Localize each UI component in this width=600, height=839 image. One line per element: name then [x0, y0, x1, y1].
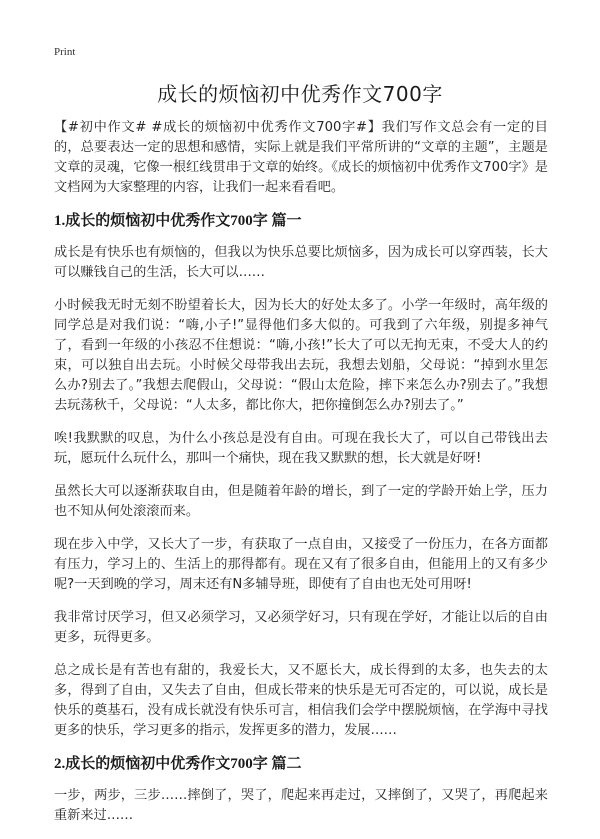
document-title: 成长的烦恼初中优秀作文700字 [157, 82, 443, 106]
document-body [54, 118, 548, 839]
print-label: Print [54, 46, 76, 58]
paragraph: 我非常讨厌学习，但又必须学习，又必须学好习，只有现在学好，才能让以后的自由更多，玩得更多。 [54, 610, 548, 645]
paragraph: 总之成长是有苦也有甜的，我爱长大，又不愿长大，成长得到的太多，也失去的太多，得到了自由，又失去了自由，但成长带来的快乐是无可否定的，可以说，成长是快乐的奠基石，没有成长就没有快乐可言，相信我们会学中摆脱烦恼，在学海中寻找更多的快乐，学习更多的指示，发挥更多的潜力，发展…… [54, 663, 548, 738]
section-heading: 1.成长的烦恼初中优秀作文700字 篇一 [54, 213, 302, 229]
intro-paragraph: 【#初中作文# #成长的烦恼初中优秀作文700字#】我们写作文总会有一定的目的，总要表达一定的思想和感情，实际上就是我们平常所讲的“文章的主题”，主题是文章的灵魂，它像一根红线贯串于文章的始终。《成长的烦恼初中优秀作文700字》是文档网为大家整理的内容，让我们一起来看看吧。 [54, 120, 548, 195]
paragraph: 唉!我默默的叹息，为什么小孩总是没有自由。可现在我长大了，可以自己带钱出去玩，愿玩什么玩什么，那叫一个痛快，现在我又默默的想，长大就是好呀! [54, 431, 548, 466]
paragraph: 成长是有快乐也有烦恼的，但我以为快乐总要比烦恼多，因为成长可以穿西装，长大可以赚钱自己的生活，长大可以…… [54, 245, 548, 280]
paragraph: 一步，两步，三步……摔倒了，哭了，爬起来再走过，又摔倒了，又哭了，再爬起来重新来过…… [54, 788, 548, 823]
section-heading: 2.成长的烦恼初中优秀作文700字 篇二 [54, 756, 302, 772]
paragraph: 小时候我无时无刻不盼望着长大，因为长大的好处太多了。小学一年级时，高年级的同学总是对我们说：“嗨,小子!”显得他们多大似的。可我到了六年级，别提多神气了，看到一年级的小孩忍不住想说：“嗨,小孩!”长大了可以无拘无束，不受大人的约束，可以独自出去玩。小时候父母带我出去玩，我想去划船，父母说：“掉到水里怎么办?别去了。”我想去爬假山，父母说：“假山太危险，摔下来怎么办?别去了。”我想去玩荡秋千，父母说：“人太多，都比你大，把你撞倒怎么办?别去了。” [54, 298, 548, 413]
paragraph: 现在步入中学，又长大了一步，有获取了一点自由，又接受了一份压力，在各方面都有压力，学习上的、生活上的那得都有。现在又有了很多自由，但能用上的又有多少呢?一天到晚的学习，周末还有N多辅导班，即使有了自由也无处可用呀! [54, 537, 548, 592]
paragraph: 虽然长大可以逐渐获取自由，但是随着年龄的增长，到了一定的学龄开始上学，压力也不知从何处滚滚而来。 [54, 484, 548, 519]
